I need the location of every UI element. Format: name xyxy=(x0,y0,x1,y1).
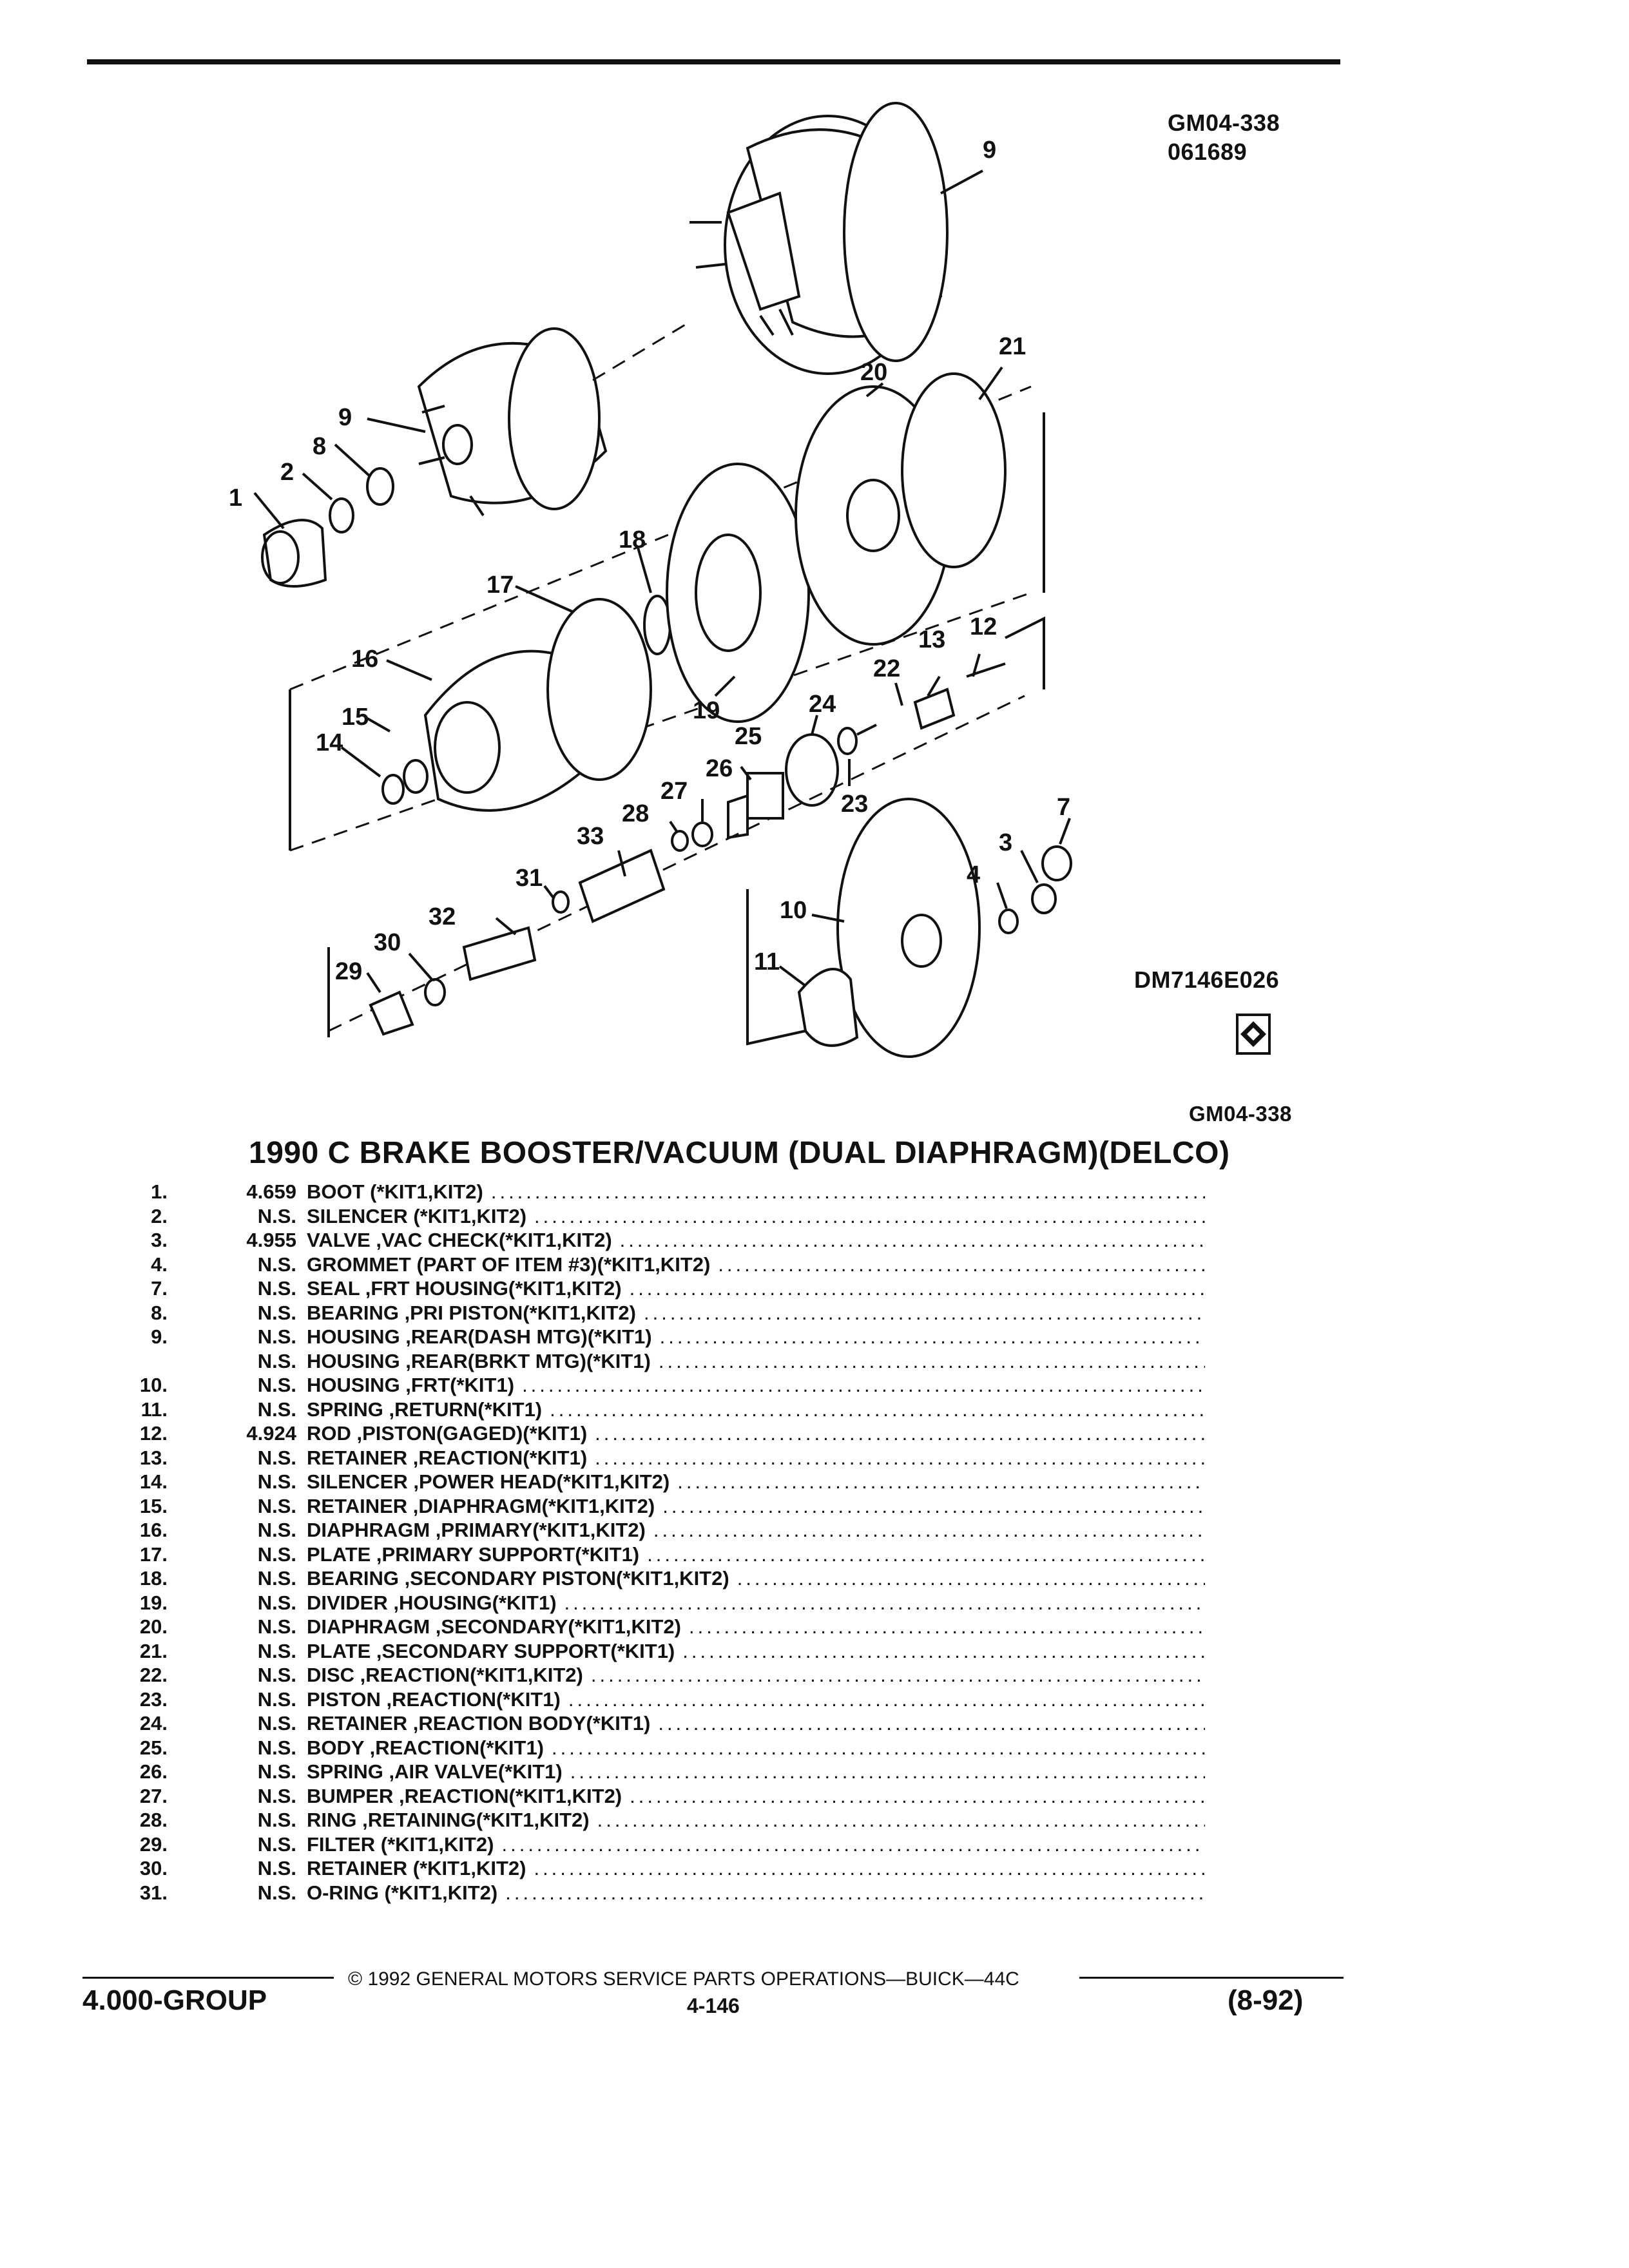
callout-27: 27 xyxy=(660,778,688,805)
part-row xyxy=(97,1398,1205,1423)
dot-leader xyxy=(568,1688,1205,1711)
rear-housing-brkt-mtg xyxy=(419,329,606,515)
callout-9b: 9 xyxy=(338,404,352,431)
part-row xyxy=(97,1519,1205,1543)
header-date-code: 061689 xyxy=(1168,139,1248,165)
part-description: BEARING ,SECONDARY PISTON(*KIT1,KIT2) xyxy=(307,1567,729,1590)
dot-leader xyxy=(630,1277,1205,1300)
part-number: 25. xyxy=(139,1736,168,1759)
part-price: N.S. xyxy=(257,1591,296,1614)
part-description: RETAINER ,REACTION BODY(*KIT1) xyxy=(307,1712,651,1735)
part-description: SPRING ,RETURN(*KIT1) xyxy=(307,1398,543,1421)
footer-date: (8-92) xyxy=(1228,1984,1304,2016)
callout-13: 13 xyxy=(918,626,946,653)
callout-4: 4 xyxy=(967,861,981,889)
parts-list xyxy=(97,1180,1205,1905)
figure-code: GM04-338 xyxy=(1189,1102,1292,1126)
page-title: 1990 C BRAKE BOOSTER/VACUUM (DUAL DIAPHRAGM)(DELCO) xyxy=(249,1136,1230,1170)
part-number: 26. xyxy=(139,1760,168,1783)
callout-9a: 9 xyxy=(983,137,997,164)
part-row xyxy=(97,1664,1205,1688)
dot-leader xyxy=(505,1881,1205,1905)
part-price: N.S. xyxy=(257,1736,296,1759)
part-row xyxy=(97,1253,1205,1278)
part-price: N.S. xyxy=(257,1253,296,1276)
dot-leader xyxy=(677,1470,1205,1494)
dot-leader xyxy=(737,1567,1205,1590)
footer-page-number: 4-146 xyxy=(687,1994,740,2017)
dot-leader xyxy=(630,1785,1205,1808)
part-row xyxy=(97,1446,1205,1471)
part-row xyxy=(97,1833,1205,1858)
callout-23: 23 xyxy=(841,791,869,818)
dot-leader xyxy=(597,1809,1205,1832)
part-row xyxy=(97,1567,1205,1591)
dot-leader xyxy=(644,1302,1205,1325)
part-number: 30. xyxy=(139,1857,168,1879)
dot-leader xyxy=(658,1712,1205,1735)
dot-leader xyxy=(653,1519,1205,1542)
dot-leader xyxy=(501,1833,1205,1856)
part-number: 11. xyxy=(140,1398,168,1421)
callout-8: 8 xyxy=(313,433,327,460)
part-description: FILTER (*KIT1,KIT2) xyxy=(307,1832,494,1856)
part-number: 9. xyxy=(151,1325,168,1348)
part-row xyxy=(97,1640,1205,1664)
part-number: 14. xyxy=(139,1470,168,1493)
dot-leader xyxy=(718,1253,1205,1276)
part-description: DIAPHRAGM ,PRIMARY(*KIT1,KIT2) xyxy=(307,1519,646,1541)
callout-17: 17 xyxy=(487,572,514,599)
callout-28: 28 xyxy=(622,800,650,827)
part-price: N.S. xyxy=(257,1639,296,1662)
part-row xyxy=(97,1591,1205,1616)
part-description: HOUSING ,REAR(DASH MTG)(*KIT1) xyxy=(307,1325,652,1348)
part-row xyxy=(97,1785,1205,1809)
part-description: PISTON ,REACTION(*KIT1) xyxy=(307,1687,561,1711)
part-number: 1. xyxy=(151,1180,168,1203)
callout-31: 31 xyxy=(516,865,543,892)
dot-leader xyxy=(550,1398,1205,1421)
part-description: ROD ,PISTON(GAGED)(*KIT1) xyxy=(307,1422,588,1445)
part-price: N.S. xyxy=(257,1664,296,1686)
footer-rule-left xyxy=(82,1977,334,1979)
callout-20: 20 xyxy=(860,359,888,386)
part-row xyxy=(97,1470,1205,1495)
part-description: SILENCER (*KIT1,KIT2) xyxy=(307,1204,527,1227)
part-number: 21. xyxy=(139,1639,168,1662)
part-price: 4.955 xyxy=(246,1229,296,1251)
part-row xyxy=(97,1374,1205,1398)
part-description: O-RING (*KIT1,KIT2) xyxy=(307,1881,498,1904)
part-description: SPRING ,AIR VALVE(*KIT1) xyxy=(307,1760,563,1783)
part-row xyxy=(97,1736,1205,1761)
part-price: N.S. xyxy=(257,1542,296,1566)
part-description: GROMMET (PART OF ITEM #3)(*KIT1,KIT2) xyxy=(307,1253,711,1276)
callout-26: 26 xyxy=(706,755,733,782)
dot-leader xyxy=(662,1495,1205,1518)
callout-24: 24 xyxy=(809,691,836,718)
callout-22: 22 xyxy=(873,655,901,682)
part-price: N.S. xyxy=(257,1687,296,1711)
callout-29: 29 xyxy=(335,958,363,985)
part-number: 2. xyxy=(151,1204,168,1227)
part-price: N.S. xyxy=(257,1374,296,1396)
gm-logo-icon xyxy=(1237,1015,1269,1053)
part-description: SILENCER ,POWER HEAD(*KIT1,KIT2) xyxy=(307,1470,670,1493)
part-price: N.S. xyxy=(257,1446,296,1469)
part-price: N.S. xyxy=(257,1349,296,1372)
part-row xyxy=(97,1881,1205,1906)
part-description: DIAPHRAGM ,SECONDARY(*KIT1,KIT2) xyxy=(307,1615,681,1638)
part-description: BEARING ,PRI PISTON(*KIT1,KIT2) xyxy=(307,1301,636,1324)
part-description: SEAL ,FRT HOUSING(*KIT1,KIT2) xyxy=(307,1277,622,1300)
part-price: N.S. xyxy=(257,1712,296,1735)
part-price: N.S. xyxy=(257,1784,296,1807)
dot-leader xyxy=(591,1664,1205,1687)
callout-12: 12 xyxy=(970,613,998,640)
callout-1: 1 xyxy=(229,485,243,512)
dot-leader xyxy=(647,1543,1205,1566)
part-number: 4. xyxy=(151,1253,168,1276)
part-row xyxy=(97,1180,1205,1205)
callout-19: 19 xyxy=(693,697,720,724)
part-number: 28. xyxy=(139,1809,168,1831)
part-description: RETAINER ,DIAPHRAGM(*KIT1,KIT2) xyxy=(307,1494,655,1517)
part-number: 19. xyxy=(139,1591,168,1614)
part-row xyxy=(97,1688,1205,1713)
part-number: 27. xyxy=(139,1784,168,1807)
part-price: N.S. xyxy=(257,1857,296,1879)
callout-16: 16 xyxy=(351,646,379,673)
callout-32: 32 xyxy=(429,903,456,930)
footer-group: 4.000-GROUP xyxy=(82,1984,267,2016)
part-price: N.S. xyxy=(257,1277,296,1300)
part-price: N.S. xyxy=(257,1325,296,1348)
callout-21: 21 xyxy=(999,333,1027,360)
part-number: 10. xyxy=(139,1374,168,1396)
part-row xyxy=(97,1712,1205,1736)
part-row xyxy=(97,1277,1205,1302)
dot-leader xyxy=(491,1180,1205,1204)
part-number: 15. xyxy=(139,1494,168,1517)
part-price: N.S. xyxy=(257,1398,296,1421)
part-price: N.S. xyxy=(257,1519,296,1541)
part-number: 18. xyxy=(139,1567,168,1590)
part-row xyxy=(97,1543,1205,1568)
dot-leader xyxy=(660,1325,1205,1349)
footer-copyright: © 1992 GENERAL MOTORS SERVICE PARTS OPERATIONS—BUICK—44C xyxy=(348,1968,1019,1990)
part-price: N.S. xyxy=(257,1615,296,1638)
rear-housing-dash-mtg xyxy=(689,103,983,374)
part-number: 3. xyxy=(151,1229,168,1251)
part-row xyxy=(97,1615,1205,1640)
part-description: HOUSING ,FRT(*KIT1) xyxy=(307,1374,515,1396)
callout-18: 18 xyxy=(619,526,646,553)
part-price: N.S. xyxy=(257,1204,296,1227)
dot-leader xyxy=(689,1615,1205,1639)
part-description: RETAINER (*KIT1,KIT2) xyxy=(307,1857,526,1879)
part-description: RETAINER ,REACTION(*KIT1) xyxy=(307,1446,588,1469)
dot-leader xyxy=(659,1350,1205,1373)
part-description: BODY ,REACTION(*KIT1) xyxy=(307,1736,545,1759)
part-row xyxy=(97,1229,1205,1253)
part-row xyxy=(97,1760,1205,1785)
part-description: RING ,RETAINING(*KIT1,KIT2) xyxy=(307,1809,590,1831)
callout-30: 30 xyxy=(374,929,401,956)
part-description: DIVIDER ,HOUSING(*KIT1) xyxy=(307,1591,557,1614)
dot-leader xyxy=(522,1374,1205,1397)
part-price: 4.659 xyxy=(246,1180,296,1203)
part-price: N.S. xyxy=(257,1832,296,1856)
part-description: VALVE ,VAC CHECK(*KIT1,KIT2) xyxy=(307,1229,612,1251)
dot-leader xyxy=(534,1205,1205,1228)
part-description: DISC ,REACTION(*KIT1,KIT2) xyxy=(307,1664,583,1686)
part-row xyxy=(97,1350,1205,1374)
footer-rule-right xyxy=(1079,1977,1344,1979)
part-price: N.S. xyxy=(257,1809,296,1831)
dot-leader xyxy=(595,1422,1205,1445)
part-price: N.S. xyxy=(257,1494,296,1517)
part-description: PLATE ,SECONDARY SUPPORT(*KIT1) xyxy=(307,1639,675,1662)
dot-leader xyxy=(682,1640,1205,1663)
part-number: 22. xyxy=(139,1664,168,1686)
dot-leader xyxy=(595,1446,1205,1470)
callout-15: 15 xyxy=(342,704,369,731)
part-number: 17. xyxy=(139,1542,168,1566)
part-number: 29. xyxy=(139,1832,168,1856)
part-price: N.S. xyxy=(257,1760,296,1783)
dot-leader xyxy=(620,1229,1205,1252)
header-code: GM04-338 xyxy=(1168,110,1280,136)
part-price: N.S. xyxy=(257,1470,296,1493)
callout-3: 3 xyxy=(999,829,1013,856)
part-price: 4.924 xyxy=(246,1422,296,1445)
part-row xyxy=(97,1302,1205,1326)
part-row xyxy=(97,1857,1205,1881)
part-price: N.S. xyxy=(257,1301,296,1324)
dot-leader xyxy=(552,1736,1205,1760)
part-number: 7. xyxy=(151,1277,168,1300)
dot-leader xyxy=(570,1760,1205,1783)
part-price: N.S. xyxy=(257,1881,296,1904)
part-row xyxy=(97,1809,1205,1833)
part-description: PLATE ,PRIMARY SUPPORT(*KIT1) xyxy=(307,1542,640,1566)
part-row xyxy=(97,1205,1205,1229)
callout-2: 2 xyxy=(280,459,294,486)
dot-leader xyxy=(564,1591,1205,1615)
callout-33: 33 xyxy=(577,823,604,850)
part-row xyxy=(97,1422,1205,1446)
part-number: 20. xyxy=(139,1615,168,1638)
callout-25: 25 xyxy=(735,723,762,750)
part-number: 31. xyxy=(139,1881,168,1904)
callout-14: 14 xyxy=(316,729,343,756)
callout-11: 11 xyxy=(754,948,780,975)
part-number: 13. xyxy=(139,1446,168,1469)
dot-leader xyxy=(534,1857,1205,1880)
part-row xyxy=(97,1495,1205,1519)
part-number: 12. xyxy=(139,1422,168,1445)
part-number: 8. xyxy=(151,1301,168,1324)
part-description: BUMPER ,REACTION(*KIT1,KIT2) xyxy=(307,1784,622,1807)
part-row xyxy=(97,1325,1205,1350)
part-price: N.S. xyxy=(257,1567,296,1590)
part-number: 24. xyxy=(139,1712,168,1735)
callout-10: 10 xyxy=(780,897,807,924)
part-number: 16. xyxy=(139,1519,168,1541)
part-number: 23. xyxy=(139,1687,168,1711)
callout-7: 7 xyxy=(1057,794,1071,821)
part-description: BOOT (*KIT1,KIT2) xyxy=(307,1180,483,1203)
drawing-code: DM7146E026 xyxy=(1134,966,1280,993)
part-description: HOUSING ,REAR(BRKT MTG)(*KIT1) xyxy=(307,1349,651,1372)
